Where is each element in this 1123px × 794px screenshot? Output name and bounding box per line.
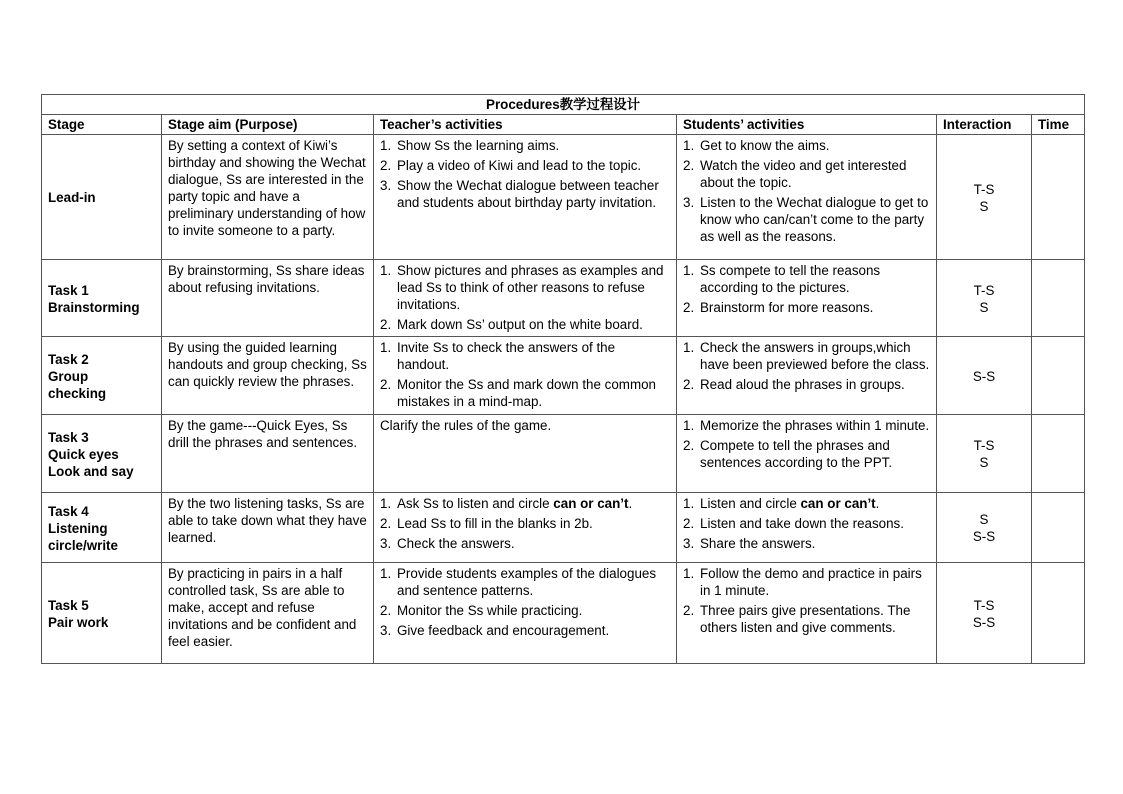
- teacher-activity-item: [380, 177, 670, 211]
- stage-name-line: Task 1: [48, 282, 89, 298]
- interaction-mode: S: [979, 198, 989, 214]
- stage-cell: [42, 493, 162, 563]
- stage-aim-cell: By using the guided learning handouts and group checking, Ss can quickly review the phrases.: [162, 337, 374, 415]
- teacher-activities-cell: [374, 135, 677, 260]
- teacher-activity-item-text: Monitor the Ss and mark down the common mistakes in a mind-map.: [397, 377, 657, 409]
- stage-name-line: Pair work: [48, 614, 109, 630]
- student-activity-list: [683, 417, 930, 471]
- teacher-activity-item-text: Invite Ss to check the answers of the handout.: [397, 340, 616, 372]
- teacher-activity-item: [380, 535, 670, 552]
- student-activity-item: [683, 376, 930, 393]
- student-activity-item-text: Listen and circle: [700, 496, 801, 511]
- student-activity-item-number: 2.: [683, 377, 695, 392]
- header-stage: Stage: [42, 115, 162, 135]
- table-title-row: [42, 95, 1085, 115]
- stage-cell: [42, 337, 162, 415]
- interaction-cell: [937, 415, 1032, 493]
- interaction-mode: S-S: [972, 529, 996, 544]
- student-activity-item-text: Check the answers in groups,which have been previewed before the class.: [700, 340, 930, 372]
- student-activity-item-text: Listen to the Wechat dialogue to get to know who can/can’t come to the party as well as the reasons.: [700, 195, 929, 244]
- procedures-table: [41, 94, 1085, 664]
- teacher-activities-cell: [374, 260, 677, 337]
- teacher-activity-item: [380, 262, 670, 313]
- teacher-activity-item: [380, 602, 670, 619]
- stage-name-line: Lead-in: [48, 190, 96, 205]
- stage-name-line: Quick eyes: [48, 446, 119, 462]
- teacher-activity-item-number: 1.: [380, 340, 392, 355]
- teacher-activity-item-text: Monitor the Ss while practicing.: [397, 603, 583, 618]
- stage-aim-cell: By setting a context of Kiwi’s birthday and showing the Wechat dialogue, Ss are interested in the party topic and have a preliminary understanding of how to invite someone to a party.: [162, 135, 374, 260]
- teacher-activity-item-text: Play a video of Kiwi and lead to the topic.: [397, 158, 642, 173]
- teacher-activity-item-number: 3.: [380, 623, 392, 638]
- student-activity-item-number: 3.: [683, 536, 695, 551]
- interaction-mode: S-S: [972, 368, 996, 384]
- table-title: Procedures教学过程设计: [42, 95, 1085, 115]
- student-activity-item: [683, 417, 930, 434]
- student-activity-item-text: Three pairs give presentations. The others listen and give comments.: [700, 603, 911, 635]
- stage-aim-cell: By brainstorming, Ss share ideas about refusing invitations.: [162, 260, 374, 337]
- teacher-activity-item-number: 2.: [380, 317, 392, 332]
- teacher-activity-item-text: Show the Wechat dialogue between teacher and students about birthday party invitation.: [397, 178, 659, 210]
- time-cell: [1032, 135, 1085, 260]
- student-activity-item-emphasis: can or can’t: [800, 496, 876, 511]
- teacher-activity-item-number: 2.: [380, 516, 392, 531]
- stage-aim-cell: By the two listening tasks, Ss are able to take down what they have learned.: [162, 493, 374, 563]
- stage-aim-cell: By the game---Quick Eyes, Ss drill the phrases and sentences.: [162, 415, 374, 493]
- student-activity-list: [683, 565, 930, 636]
- teacher-activity-item-suffix: .: [628, 496, 633, 511]
- student-activity-item: [683, 515, 930, 532]
- student-activity-item-text: Get to know the aims.: [700, 138, 830, 153]
- student-activity-item-text: Memorize the phrases within 1 minute.: [700, 418, 930, 433]
- teacher-activities-cell: Clarify the rules of the game.: [374, 415, 677, 493]
- table-row: [42, 337, 1085, 415]
- table-row: [42, 563, 1085, 664]
- time-cell: [1032, 415, 1085, 493]
- student-activity-item: [683, 495, 930, 512]
- stage-name-line: checking: [48, 385, 107, 401]
- student-activity-item-text: Brainstorm for more reasons.: [700, 300, 874, 315]
- teacher-activity-item-text: Lead Ss to fill in the blanks in 2b.: [397, 516, 593, 531]
- stage-name-line: Task 5: [48, 597, 89, 613]
- teacher-activity-item-text: Give feedback and encouragement.: [397, 623, 610, 638]
- table-body: [42, 135, 1085, 664]
- student-activity-item: [683, 535, 930, 552]
- teacher-activity-item: [380, 495, 670, 512]
- student-activity-item-number: 2.: [683, 516, 695, 531]
- student-activity-item: [683, 339, 930, 373]
- student-activity-item-number: 1.: [683, 263, 695, 278]
- teacher-activity-item-number: 1.: [380, 263, 392, 278]
- students-activities-cell: [677, 337, 937, 415]
- header-stage-aim: Stage aim (Purpose): [162, 115, 374, 135]
- student-activity-item-number: 2.: [683, 438, 695, 453]
- student-activity-item: [683, 565, 930, 599]
- teacher-activity-item-number: 3.: [380, 536, 392, 551]
- teacher-activity-item-number: 1.: [380, 496, 392, 511]
- student-activity-item: [683, 194, 930, 245]
- stage-name-line: Listening: [48, 520, 108, 536]
- stage-name-line: Look and say: [48, 463, 134, 479]
- stage-cell: [42, 415, 162, 493]
- student-activity-item: [683, 602, 930, 636]
- student-activity-item-text: Share the answers.: [700, 536, 816, 551]
- table-row: [42, 135, 1085, 260]
- header-students-activities: Students’ activities: [677, 115, 937, 135]
- teacher-activities-cell: [374, 337, 677, 415]
- interaction-mode: T-S: [973, 438, 995, 453]
- table-header-row: [42, 115, 1085, 135]
- time-cell: [1032, 337, 1085, 415]
- teacher-activity-item: [380, 376, 670, 410]
- stage-name-line: Group: [48, 368, 89, 384]
- students-activities-cell: [677, 260, 937, 337]
- interaction-mode: T-S: [973, 181, 995, 197]
- student-activity-list: [683, 495, 930, 552]
- student-activity-item-text: Ss compete to tell the reasons according to the pictures.: [700, 263, 881, 295]
- stage-cell: [42, 260, 162, 337]
- student-activity-item: [683, 299, 930, 316]
- student-activity-item-text: Watch the video and get interested about the topic.: [700, 158, 907, 190]
- procedures-table-container: [41, 94, 1084, 664]
- header-interaction: Interaction: [937, 115, 1032, 135]
- students-activities-cell: [677, 135, 937, 260]
- stage-name-line: circle/write: [48, 537, 118, 553]
- stage-cell: [42, 135, 162, 260]
- students-activities-cell: [677, 563, 937, 664]
- teacher-activities-cell: [374, 493, 677, 563]
- interaction-cell: [937, 135, 1032, 260]
- table-row: [42, 493, 1085, 563]
- student-activity-item: [683, 262, 930, 296]
- student-activity-item-number: 3.: [683, 195, 695, 210]
- teacher-activity-item: [380, 157, 670, 174]
- interaction-cell: [937, 260, 1032, 337]
- interaction-mode: T-S: [973, 597, 995, 613]
- table-row: [42, 415, 1085, 493]
- teacher-activity-list: [380, 137, 670, 211]
- student-activity-item: [683, 157, 930, 191]
- teacher-activity-list: [380, 495, 670, 552]
- students-activities-cell: [677, 415, 937, 493]
- students-activities-cell: [677, 493, 937, 563]
- interaction-cell: [937, 563, 1032, 664]
- teacher-activity-item: [380, 565, 670, 599]
- time-cell: [1032, 493, 1085, 563]
- teacher-activity-item: [380, 622, 670, 639]
- time-cell: [1032, 563, 1085, 664]
- teacher-activity-list: [380, 339, 670, 410]
- interaction-mode: S-S: [972, 614, 996, 630]
- student-activity-item-number: 2.: [683, 300, 695, 315]
- teacher-activity-item-text: Show pictures and phrases as examples and lead Ss to think of other reasons to refuse invitations.: [397, 263, 664, 312]
- teacher-activity-item-emphasis: can or can’t: [553, 496, 629, 511]
- student-activity-item-text: Follow the demo and practice in pairs in 1 minute.: [700, 566, 922, 598]
- interaction-mode: T-S: [973, 282, 995, 298]
- student-activity-item-number: 2.: [683, 603, 695, 618]
- student-activity-item-number: 1.: [683, 496, 695, 511]
- teacher-activity-item-text: Ask Ss to listen and circle: [397, 496, 554, 511]
- teacher-activity-item: [380, 316, 670, 333]
- teacher-activity-item-text: Check the answers.: [397, 536, 515, 551]
- stage-name-line: Task 3: [48, 429, 89, 445]
- student-activity-list: [683, 339, 930, 393]
- student-activity-item-number: 2.: [683, 158, 695, 173]
- header-time: Time: [1032, 115, 1085, 135]
- teacher-activity-item-number: 2.: [380, 603, 392, 618]
- teacher-activity-item-text: Show Ss the learning aims.: [397, 138, 560, 153]
- student-activity-item-number: 1.: [683, 138, 695, 153]
- student-activity-item-text: Read aloud the phrases in groups.: [700, 377, 905, 392]
- interaction-mode: S: [979, 455, 989, 470]
- teacher-activity-item: [380, 137, 670, 154]
- student-activity-item-number: 1.: [683, 340, 695, 355]
- interaction-cell: [937, 337, 1032, 415]
- time-cell: [1032, 260, 1085, 337]
- student-activity-item: [683, 137, 930, 154]
- table-row: [42, 260, 1085, 337]
- student-activity-item-suffix: .: [875, 496, 880, 511]
- teacher-activity-item: [380, 515, 670, 532]
- teacher-activity-item-number: 1.: [380, 138, 392, 153]
- student-activity-item-number: 1.: [683, 566, 695, 581]
- student-activity-list: [683, 262, 930, 316]
- teacher-activity-item-text: Mark down Ss’ output on the white board.: [397, 317, 643, 332]
- teacher-activity-item-number: 3.: [380, 178, 392, 193]
- student-activity-list: [683, 137, 930, 245]
- stage-name-line: Task 4: [48, 503, 89, 519]
- student-activity-item-text: Listen and take down the reasons.: [700, 516, 904, 531]
- stage-name-line: Task 2: [48, 351, 89, 367]
- student-activity-item: [683, 437, 930, 471]
- teacher-activity-list: [380, 565, 670, 639]
- stage-aim-cell: By practicing in pairs in a half controlled task, Ss are able to make, accept and refuse invitations and be confident and feel easier.: [162, 563, 374, 664]
- student-activity-item-text: Compete to tell the phrases and sentences according to the PPT.: [700, 438, 893, 470]
- stage-name-line: Brainstorming: [48, 299, 140, 315]
- teacher-activity-item-text: Provide students examples of the dialogues and sentence patterns.: [397, 566, 657, 598]
- header-teacher-activities: Teacher’s activities: [374, 115, 677, 135]
- teacher-activity-item-number: 1.: [380, 566, 392, 581]
- teacher-activity-item: [380, 339, 670, 373]
- interaction-mode: S: [979, 512, 989, 527]
- teacher-activity-item-number: 2.: [380, 377, 392, 392]
- interaction-cell: [937, 493, 1032, 563]
- student-activity-item-number: 1.: [683, 418, 695, 433]
- interaction-mode: S: [979, 299, 989, 315]
- teacher-activity-list: [380, 262, 670, 333]
- teacher-activity-item-number: 2.: [380, 158, 392, 173]
- stage-cell: [42, 563, 162, 664]
- teacher-activities-cell: [374, 563, 677, 664]
